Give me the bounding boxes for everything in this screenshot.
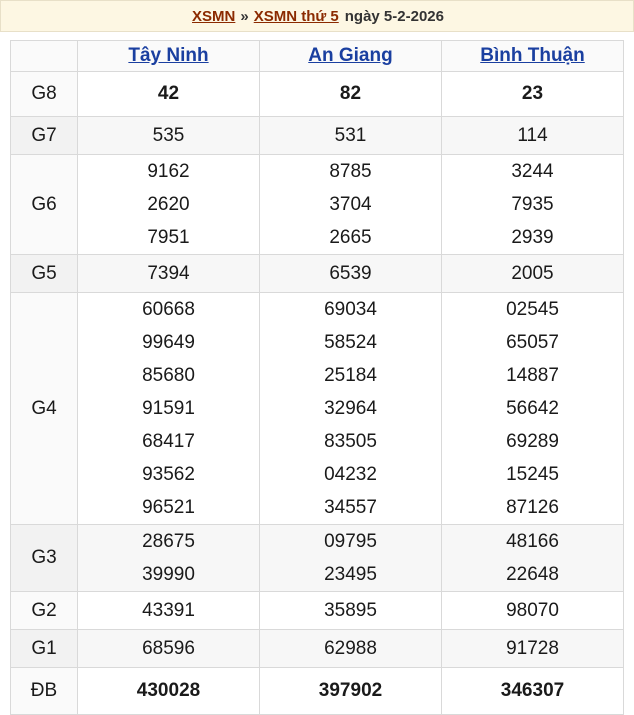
prize-value: 2665 [329, 227, 372, 248]
prize-value-group [260, 293, 442, 525]
prize-label: G3 [11, 525, 78, 592]
region-link[interactable]: XSMN [192, 7, 236, 25]
prize-value: 56642 [506, 398, 559, 419]
prize-value: 48166 [506, 531, 559, 552]
column-header-tay-ninh[interactable] [78, 41, 260, 72]
prize-value: 535 [78, 117, 260, 155]
column-header-link-an-giang[interactable]: An Giang [308, 45, 393, 66]
column-header-an-giang[interactable] [260, 41, 442, 72]
prize-value: 98070 [442, 592, 624, 630]
prize-label: G7 [11, 117, 78, 155]
table-header-row [11, 41, 624, 72]
prize-value: 2620 [147, 194, 190, 215]
prize-value: 430028 [78, 668, 260, 715]
prize-value: 346307 [442, 668, 624, 715]
prize-value: 69289 [506, 431, 559, 452]
date-text: ngày 5-2-2026 [344, 7, 444, 25]
prize-label: G4 [11, 293, 78, 525]
table-head [11, 41, 624, 72]
table-row [11, 293, 624, 525]
prize-label: G6 [11, 155, 78, 255]
prize-value: 9162 [147, 161, 190, 182]
prize-value-group [442, 293, 624, 525]
prize-value: 91591 [142, 398, 195, 419]
prize-value: 62988 [260, 630, 442, 668]
prize-value: 3244 [511, 161, 554, 182]
prize-value: 25184 [324, 365, 377, 386]
table-row [11, 117, 624, 155]
table-row [11, 155, 624, 255]
prize-value: 6539 [260, 255, 442, 293]
prize-value: 7951 [147, 227, 190, 248]
table-body [11, 72, 624, 715]
prize-value: 43391 [78, 592, 260, 630]
prize-label: G2 [11, 592, 78, 630]
prize-column-header [11, 41, 78, 72]
prize-value: 397902 [260, 668, 442, 715]
prize-value: 2939 [511, 227, 554, 248]
prize-value: 91728 [442, 630, 624, 668]
prize-value: 42 [78, 72, 260, 117]
prize-value: 58524 [324, 332, 377, 353]
prize-value: 7394 [78, 255, 260, 293]
prize-value: 8785 [329, 161, 372, 182]
prize-value: 87126 [506, 497, 559, 518]
table-row [11, 592, 624, 630]
prize-value: 02545 [506, 299, 559, 320]
prize-value: 82 [260, 72, 442, 117]
prize-value: 85680 [142, 365, 195, 386]
prize-value-group [442, 155, 624, 255]
prize-value: 23495 [324, 564, 377, 585]
prize-value: 531 [260, 117, 442, 155]
prize-label: G1 [11, 630, 78, 668]
prize-value: 04232 [324, 464, 377, 485]
prize-value-group [78, 155, 260, 255]
prize-value: 22648 [506, 564, 559, 585]
prize-value: 2005 [442, 255, 624, 293]
prize-value: 65057 [506, 332, 559, 353]
prize-value-group [260, 525, 442, 592]
day-link[interactable]: XSMN thứ 5 [253, 7, 339, 25]
table-row [11, 630, 624, 668]
prize-value: 96521 [142, 497, 195, 518]
prize-value: 60668 [142, 299, 195, 320]
table-row [11, 525, 624, 592]
page-title [0, 0, 634, 32]
prize-value: 14887 [506, 365, 559, 386]
prize-value: 114 [442, 117, 624, 155]
prize-value-group [78, 293, 260, 525]
prize-value: 7935 [511, 194, 554, 215]
table-row [11, 72, 624, 117]
prize-value: 15245 [506, 464, 559, 485]
prize-value: 35895 [260, 592, 442, 630]
title-separator: » [240, 7, 249, 25]
table-row [11, 255, 624, 293]
prize-label: ĐB [11, 668, 78, 715]
prize-value-group [78, 525, 260, 592]
prize-value: 93562 [142, 464, 195, 485]
prize-value: 28675 [142, 531, 195, 552]
column-header-link-tay-ninh[interactable]: Tây Ninh [128, 45, 209, 66]
prize-value-group [260, 155, 442, 255]
prize-label: G5 [11, 255, 78, 293]
prize-value: 3704 [329, 194, 372, 215]
prize-value-group [442, 525, 624, 592]
table-row [11, 668, 624, 715]
prize-label: G8 [11, 72, 78, 117]
prize-value: 69034 [324, 299, 377, 320]
prize-value: 34557 [324, 497, 377, 518]
prize-value: 39990 [142, 564, 195, 585]
prize-value: 68596 [78, 630, 260, 668]
prize-value: 83505 [324, 431, 377, 452]
prize-value: 09795 [324, 531, 377, 552]
column-header-link-binh-thuan[interactable]: Bình Thuận [480, 45, 585, 66]
prize-value: 99649 [142, 332, 195, 353]
prize-value: 68417 [142, 431, 195, 452]
prize-value: 23 [442, 72, 624, 117]
column-header-binh-thuan[interactable] [442, 41, 624, 72]
results-table [10, 40, 624, 715]
prize-value: 32964 [324, 398, 377, 419]
